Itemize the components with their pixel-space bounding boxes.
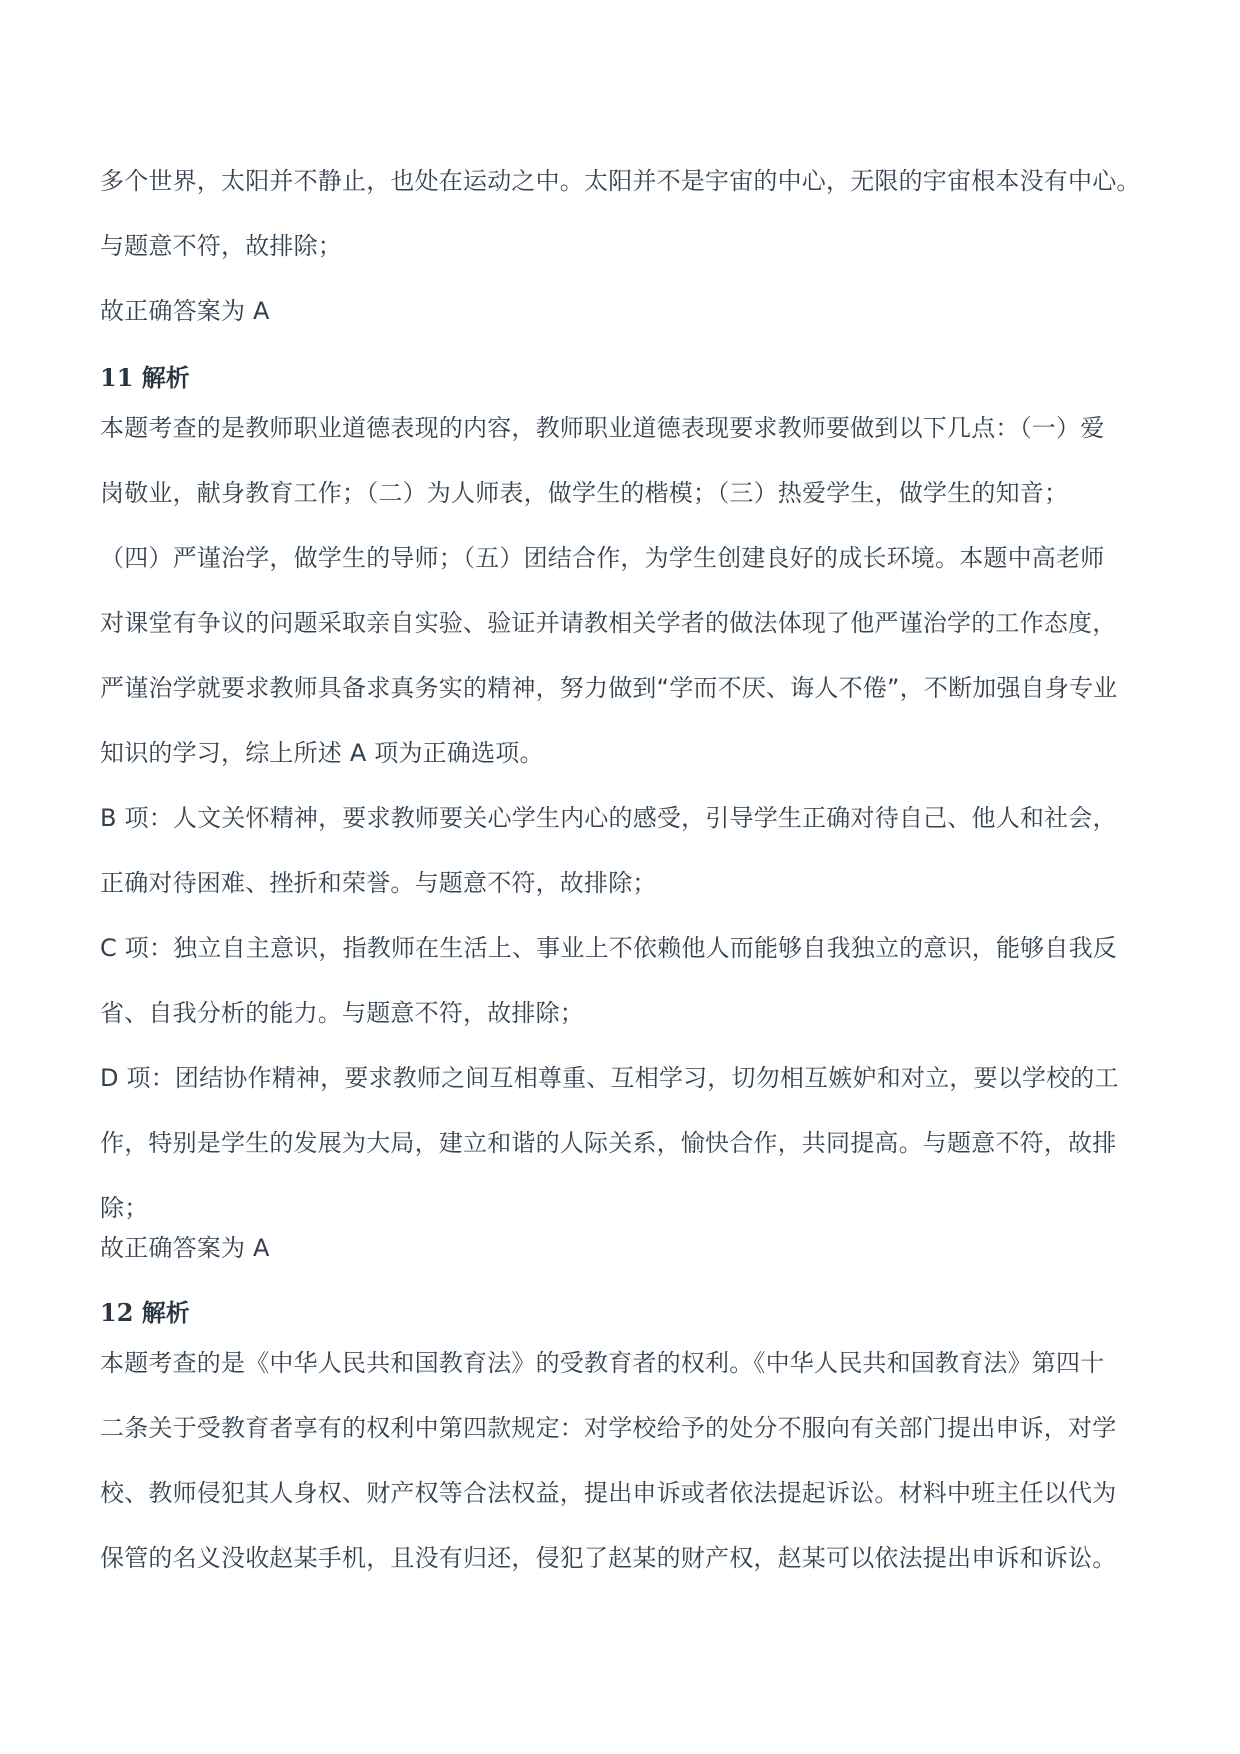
answer-line (100, 1216, 1200, 1281)
text-line: 二条关于受教育者享有的权利中第四款规定：对学校给予的处分不服向有关部门提出申诉，对学 (100, 1414, 1117, 1442)
text-line: 故正确答案为 A (100, 1234, 270, 1262)
text-line: 本题考查的是《中华人民共和国教育法》的受教育者的权利。《中华人民共和国教育法》第四十 (100, 1349, 1105, 1377)
text-line: 正确对待困难、挫折和荣誉。与题意不符，故排除； (100, 869, 657, 897)
text-line: 与题意不符，故排除； (100, 232, 342, 260)
text-line: 对课堂有争议的问题采取亲自实验、验证并请教相关学者的做法体现了他严谨治学的工作态度， (100, 609, 1117, 637)
text-line: B 项：人文关怀精神，要求教师要关心学生内心的感受，引导学生正确对待自己、他人和社会， (100, 804, 1117, 832)
section-heading-12: 12 解析 (100, 1298, 190, 1327)
document-page (100, 0, 1200, 1754)
text-line: 严谨治学就要求教师具备求真务实的精神，努力做到“学而不厌、诲人不倦”，不断加强自身专业 (100, 674, 1118, 702)
text-line: D 项：团结协作精神，要求教师之间互相尊重、互相学习，切勿相互嫉妒和对立，要以学校的工 (100, 1064, 1119, 1092)
text-line: C 项：独立自主意识，指教师在生活上、事业上不依赖他人而能够自我独立的意识，能够自我反 (100, 934, 1117, 962)
text-line: 岗敬业，献身教育工作；（二）为人师表，做学生的楷模；（三）热爱学生，做学生的知音； (100, 479, 1069, 507)
text-line: （四）严谨治学，做学生的导师；（五）团结合作，为学生创建良好的成长环境。本题中高老师 (100, 544, 1105, 572)
text-line: 作，特别是学生的发展为大局，建立和谐的人际关系，愉快合作，共同提高。与题意不符，故排 (100, 1129, 1117, 1157)
paragraph-11-explanation (100, 396, 1200, 786)
text-line: 故正确答案为 A (100, 297, 270, 325)
text-line: 本题考查的是教师职业道德表现的内容，教师职业道德表现要求教师要做到以下几点：（一）爱 (100, 414, 1105, 442)
paragraph-12-explanation (100, 1331, 1200, 1591)
text-line: 保管的名义没收赵某手机，且没有归还，侵犯了赵某的财产权，赵某可以依法提出申诉和诉讼。 (100, 1544, 1117, 1572)
text-line: 多个世界，太阳并不静止，也处在运动之中。太阳并不是宇宙的中心，无限的宇宙根本没有中心。 (100, 167, 1141, 195)
answer-line (100, 279, 1200, 344)
paragraph-11-option-b (100, 786, 1200, 916)
paragraph-prev-question-end (100, 149, 1200, 279)
section-heading-11: 11 解析 (100, 363, 190, 392)
text-line: 除； (100, 1194, 149, 1222)
text-line: 省、自我分析的能力。与题意不符，故排除； (100, 999, 584, 1027)
paragraph-11-option-c (100, 916, 1200, 1046)
text-line: 校、教师侵犯其人身权、财产权等合法权益，提出申诉或者依法提起诉讼。材料中班主任以代为 (100, 1479, 1117, 1507)
paragraph-11-option-d (100, 1046, 1200, 1241)
text-line: 知识的学习，综上所述 A 项为正确选项。 (100, 739, 544, 767)
